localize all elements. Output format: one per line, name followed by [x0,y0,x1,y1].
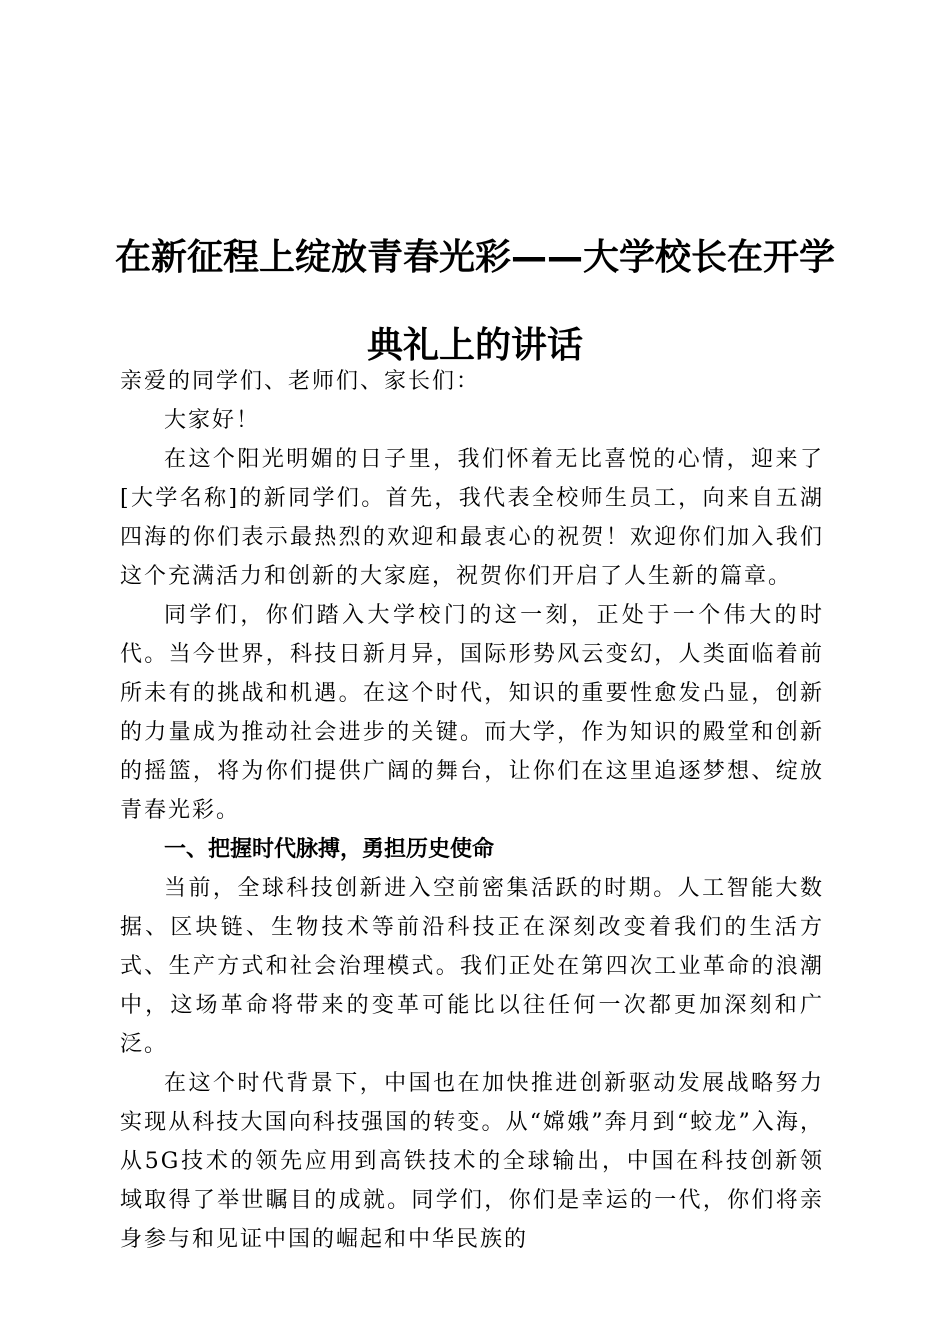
body-paragraph: 当前，全球科技创新进入空前密集活跃的时期。人工智能大数据、区块链、生物技术等前沿科技正在深刻改变着我们的生活方式、生产方式和社会治理模式。我们正处在第四次工业革命的浪潮中，这场革命将带来的变革可能比以往任何一次都更加深刻和广泛。 [120,876,824,1057]
title-line-1: 在新征程上绽放青春光彩——大学校长在开学 [114,237,835,279]
body-paragraph: 同学们，你们踏入大学校门的这一刻，正处于一个伟大的时代。当今世界，科技日新月异，国际形势风云变幻，人类面临着前所未有的挑战和机遇。在这个时代，知识的重要性愈发凸显，创新的力量成为推动社会进步的关键。而大学，作为知识的殿堂和创新的摇篮，将为你们提供广阔的舞台，让你们在这里追逐梦想、绽放青春光彩。 [120,603,824,823]
greeting: 大家好！ [164,408,261,433]
body-paragraph: 在这个阳光明媚的日子里，我们怀着无比喜悦的心情，迎来了[大学名称]的新同学们。首先，我代表全校师生员工，向来自五湖四海的你们表示最热烈的欢迎和最衷心的祝贺！欢迎你们加入我们这个充满活力和创新的大家庭，祝贺你们开启了人生新的篇章。 [120,447,824,589]
salutation: 亲爱的同学们、老师们、家长们： [120,369,481,394]
title-line-2: 典礼上的讲话 [366,325,583,367]
section-heading: 一、把握时代脉搏，勇担历史使命 [164,837,495,862]
body-paragraph: 在这个时代背景下，中国也在加快推进创新驱动发展战略努力实现从科技大国向科技强国的转变。从“嫦娥”奔月到“蛟龙”入海，从5G技术的领先应用到高铁技术的全球输出，中国在科技创新领域取得了举世瞩目的成就。同学们，你们是幸运的一代，你们将亲身参与和见证中国的崛起和中华民族的 [120,1071,824,1252]
document-body [120,362,824,1259]
